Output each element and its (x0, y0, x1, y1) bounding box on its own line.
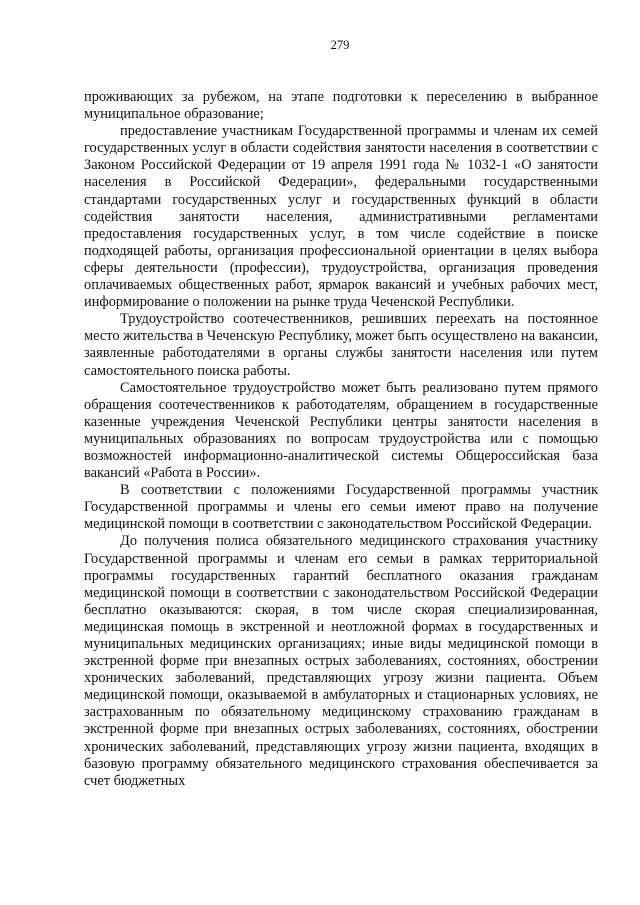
paragraph-self-employment: Самостоятельное трудоустройство может быть реализовано путем прямого обращения соотечественников к работодателям, обращением в государственные казенные учреждения Чеченской Республики центры занятости населения в муниципальных образованиях по вопросам трудоустройства или с помощью возможностей информационно-аналитической системы Общероссийская база вакансий «Работа в России». (84, 379, 598, 482)
body-text (84, 89, 598, 790)
paragraph-continuation: проживающих за рубежом, на этапе подготовки к переселению в выбранное муниципальное образование; (84, 89, 598, 123)
page-number: 279 (330, 38, 350, 52)
paragraph-job-placement: Трудоустройство соотечественников, решивших переехать на постоянное место жительства в Чеченскую Республику, может быть осуществлено на вакансии, заявленные работодателями в органы службы занятости населения или путем самостоятельного поиска работы. (84, 311, 598, 379)
paragraph-medical-insurance: До получения полиса обязательного медицинского страхования участнику Государственной программы и членам его семьи в рамках территориальной программы государственных гарантий бесплатного оказания гражданам медицинской помощи в соответствии с законодательством Российской Федерации бесплатно оказываются: скорая, в том числе скорая специализированная, медицинская помощь в экстренной и неотложной формах в государственных и муниципальных медицинских организациях; иные виды медицинской помощи в экстренной форме при внезапных острых заболеваниях, состояниях, обострении хронических заболеваний, представляющих угрозу жизни пациента. Объем медицинской помощи, оказываемой в амбулаторных и стационарных условиях, не застрахованным по обязательному медицинскому страхованию гражданам в экстренной форме при внезапных острых заболеваниях, состояниях, обострении хронических заболеваний, представляющих угрозу жизни пациента, входящих в базовую программу обязательного медицинского страхования обеспечивается за счет бюджетных (84, 533, 598, 789)
paragraph-medical-right: В соответствии с положениями Государственной программы участник Государственной программы и члены его семьи имеют право на получение медицинской помощи в соответствии с законодательством Российской Федерации. (84, 482, 598, 533)
paragraph-employment-services: предоставление участникам Государственной программы и членам их семей государственных услуг в области содействия занятости населения в соответствии с Законом Российской Федерации от 19 апреля 1991 года № 1032-1 «О занятости населения в Российской Федерации», федеральными государственными стандартами государственных услуг и государственных функций в области содействия занятости населения, административными регламентами предоставления государственных услуг, в том числе содействие в поиске подходящей работы, организация профессиональной ориентации в целях выбора сферы деятельности (профессии), трудоустройства, организация проведения оплачиваемых общественных работ, ярмарок вакансий и учебных рабочих мест, информирование о положении на рынке труда Чеченской Республики. (84, 123, 598, 311)
